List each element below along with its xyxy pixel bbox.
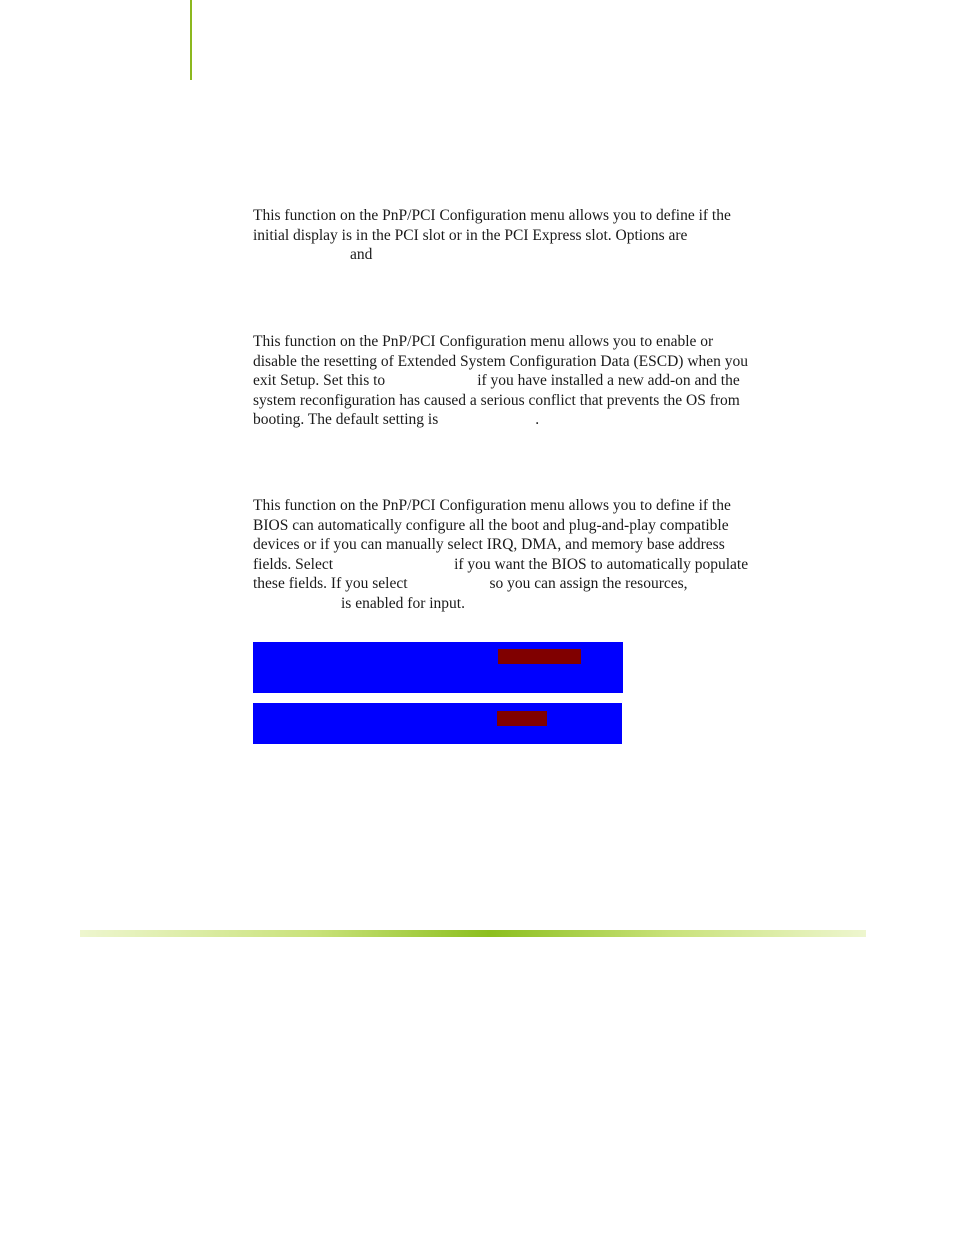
text-fragment: booting. The default setting is — [253, 411, 439, 428]
text-fragment: if you have installed a new add-on and the — [477, 372, 740, 389]
bios-setting-screenshot — [253, 703, 622, 744]
text-line: initial display is in the PCI slot or in the PCI Express slot. Options are — [253, 226, 688, 244]
text-fragment: and — [350, 246, 373, 263]
text-fragment: if you want the BIOS to automatically populate — [454, 555, 749, 573]
text-fragment: fields. Select — [253, 555, 334, 573]
reset-config-data-description — [253, 332, 793, 430]
bios-selected-value-highlight — [497, 711, 547, 726]
text-line: This function on the PnP/PCI Configuration menu allows you to define if the — [253, 497, 731, 514]
text-fragment: exit Setup. Set this to — [253, 372, 386, 389]
text-fragment: is enabled for input. — [341, 594, 465, 612]
footer-gradient-rule — [80, 930, 866, 937]
bios-setting-screenshot — [253, 642, 623, 693]
resources-controlled-by-description — [253, 496, 793, 613]
text-line: devices or if you can manually select IRQ, DMA, and memory base address — [253, 536, 725, 553]
text-fragment: so you can assign the resources, — [489, 575, 688, 592]
init-display-description — [253, 206, 793, 265]
text-line: This function on the PnP/PCI Configuration menu allows you to enable or — [253, 333, 714, 350]
bios-selected-value-highlight — [498, 649, 581, 664]
text-fragment: these fields. If you select — [253, 575, 408, 592]
header-accent-rule — [190, 0, 192, 80]
text-line: disable the resetting of Extended System Configuration Data (ESCD) when you — [253, 352, 749, 370]
text-line: This function on the PnP/PCI Configuration menu allows you to define if the — [253, 207, 731, 224]
text-fragment: . — [535, 411, 540, 428]
text-line: system reconfiguration has caused a serious conflict that prevents the OS from — [253, 391, 740, 409]
text-line: BIOS can automatically configure all the boot and plug-and-play compatible — [253, 516, 729, 534]
